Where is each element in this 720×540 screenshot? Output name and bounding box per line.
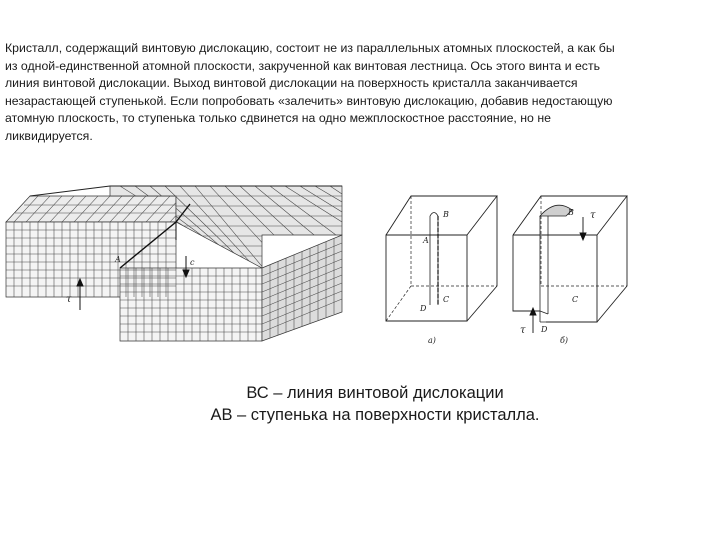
label-d-cube-b: D <box>541 325 548 334</box>
caption-line-bc: ВС – линия винтовой дислокации <box>246 384 504 402</box>
cube-b-shear-arrow-bottom <box>530 308 536 333</box>
intro-line: незарастающей ступенькой. Если попробовать «залечить» винтовую дислокацию, добавив недостающую <box>5 93 613 108</box>
cube-a-top <box>386 196 497 235</box>
label-tau-bottom-cube-b: τ <box>520 325 526 336</box>
caption-line-ab: АВ – ступенька на поверхности кристалла. <box>210 406 540 424</box>
cube-a-front <box>386 235 467 321</box>
cube-a-cut-top <box>430 213 438 217</box>
cube-b-front <box>513 235 597 322</box>
block-top-outline <box>30 186 110 196</box>
label-a-cube-a: A <box>423 236 429 245</box>
intro-line: линия винтовой дислокации. Выход винтовой дислокации на поверхность кристалла заканчивается <box>5 76 578 91</box>
label-tau-top-cube-b: τ <box>590 210 596 221</box>
sublabel-b: б) <box>560 336 569 345</box>
cube-a-cut-plane <box>430 216 438 305</box>
intro-line: атомную плоскость, то ступенька только сдвинется на одно межплоскостное расстояние, но не <box>5 111 551 126</box>
label-c-block: c <box>190 258 195 267</box>
label-a-block: A <box>115 255 121 264</box>
figures-panel <box>0 170 720 380</box>
block-front-face-right <box>120 268 262 341</box>
cube-b-shear-step <box>540 311 548 322</box>
sublabel-a: а) <box>428 336 436 345</box>
cube-b-shear-arrow-top <box>580 217 586 240</box>
label-tau-block: τ <box>66 294 72 305</box>
intro-paragraph <box>5 40 717 146</box>
label-b-cube-b: B <box>568 208 574 217</box>
intro-line: из одной-единственной атомной плоскости, закрученной как винтовая лестница. Ось этого винта и есть <box>5 58 600 73</box>
label-d-cube-a: D <box>420 304 427 313</box>
label-c-cube-a: C <box>443 295 450 304</box>
label-b-cube-a: B <box>443 210 449 219</box>
intro-line: ликвидируется. <box>5 128 93 143</box>
cube-a-hidden <box>386 196 497 321</box>
intro-line: Кристалл, содержащий винтовую дислокацию, состоит не из параллельных атомных плоскостей, а как бы <box>5 41 615 55</box>
figure-caption <box>0 382 720 426</box>
cube-b-front-left <box>513 235 540 311</box>
block-top-face-left <box>6 196 176 222</box>
cube-a-right <box>467 196 497 321</box>
cube-figure-a <box>386 196 497 321</box>
label-c-cube-b: C <box>572 295 579 304</box>
crystal-block-figure <box>6 186 342 341</box>
